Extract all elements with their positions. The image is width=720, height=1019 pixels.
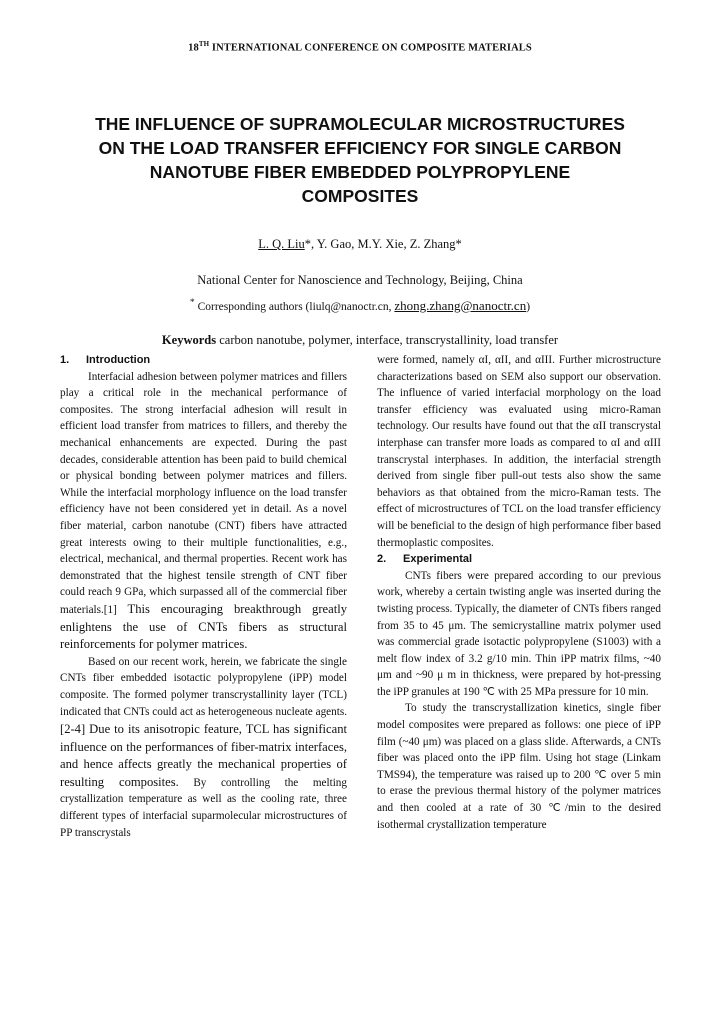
paragraph: To study the transcrystallization kinetics, single fiber model composites were prepared as follows: one piece of iPP film (~40 μm) was placed on a glass slide. Afterwards, a CNTs fiber was placed onto the iPP film. Using hot stage (Linkam TMS94), the temperature was raised up to 200 ℃ over 5 min to erase the previous thermal history of the polymer matrices and then cooled at a rate of 30 ℃/min to the desired isothermal crystallization temperature <box>377 702 661 831</box>
paragraph-text: [2-4] Due to its anisotropic feature, TCL has significant influence on the performances of fiber-matrix interfaces, and hence affects greatly the mechanical properties of resulting composites. <box>60 722 347 789</box>
asterisk-mark: * <box>189 297 195 308</box>
paragraph: CNTs fibers were prepared according to our previous work, whereby a certain twisting angle was inserted during the twisting process. Typically, the diameter of CNTs fibers ranged from 35 to 45 μm. The semicrystalline matrix polymer used was commercial grade isotactic polypropylene (S1003) with a melt flow index of 3.2 g/10 min. Thin iPP matrix films, ~40 μm and ~90 μ m in thickness, were prepared by hot-pressing the iPP granules at 190 ℃ with 25 MPa pressure for 10 min. <box>377 569 661 698</box>
other-authors: *, Y. Gao, M.Y. Xie, Z. Zhang* <box>304 237 462 251</box>
paragraph-text: By controlling the melting crystallization temperature as well as the cooling rate, three different types of interfacial suparmolecular microstructures of PP transcrystals <box>60 776 347 839</box>
first-author: L. Q. Liu <box>258 237 305 251</box>
email-link[interactable]: zhong.zhang@nanoctr.cn <box>394 297 527 313</box>
author-line <box>0 237 720 252</box>
section-heading-introduction <box>60 352 347 369</box>
paragraph: were formed, namely αI, αII, and αIII. Further microstructure characterizations based on SEM also support our observation. The influence of varied interfacial morphology on the load transfer efficiency was evaluated using micro-Raman technology. Our results have found out that the αII transcrystal interphase can transfer more loads as compared to αI and αIII transcrystal interphases. In addition, the interfacial strength derived from single fiber pull-out tests also show the same behaviors as that obtained from the micro-Raman tests. The effect of microstructures of TCL on the load transfer efficiency will be beneficial to the design of high performance fiber based thermoplastic composites. <box>377 354 661 549</box>
section-heading-experimental <box>377 551 661 568</box>
paragraph-text: Based on our recent work, herein, we fabricate the single CNTs fiber embedded isotactic polypropylene (iPP) model composite. The formed polymer transcrystallinity layer (TCL) indicated that CNTs could act as heterogeneous nucleate agents. <box>60 655 347 719</box>
section-number: 1. <box>60 354 70 366</box>
paragraph-text: This encouraging breakthrough greatly enlightens the use of CNTs fibers as structural reinforcements for polymer matrices. <box>60 601 347 652</box>
corresponding-text: Corresponding authors (liulq@nanoctr.cn, <box>194 300 395 313</box>
conference-header <box>0 40 720 54</box>
paragraph-text: Interfacial adhesion between polymer matrices and fillers play a critical role in the mechanical performance of composites. The strong interfacial adhesion will result in efficient load transfer from matrices to fillers, and thereby the mechanical enhancements are expected. During the past decades, considerable attention has been paid to build chemical or physical bonding between polymer matrices and fillers. While the interfacial morphology influence on the load transfer efficiency have not been considered yet in detail. As a novel fiber material, carbon nanotube (CNT) fibers have attracted great interests owing to their multiple functionalities, e.g., electrical, mechanical, and thermal properties. Recent work has demonstrated that the highest tensile strength of CNT fiber could reach 9 GPa, which surpassed all of the commercial fiber materials.[1] <box>60 370 347 616</box>
right-column <box>377 352 661 833</box>
section-title: Experimental <box>403 553 473 566</box>
header-superscript: TH <box>198 40 210 48</box>
keywords-label: Keywords <box>161 333 217 347</box>
paragraph <box>60 369 347 654</box>
paragraph <box>60 654 347 842</box>
affiliation: National Center for Nanoscience and Technology, Beijing, China <box>197 273 523 287</box>
corresponding-authors <box>0 297 720 314</box>
paper-title: THE INFLUENCE OF SUPRAMOLECULAR MICROSTRUCTURES ON THE LOAD TRANSFER EFFICIENCY FOR SINGLE CARBON NANOTUBE FIBER EMBEDDED POLYPROPYLENE COMPOSITES <box>95 114 625 206</box>
section-number: 2. <box>377 553 387 566</box>
corresponding-close: ) <box>526 300 531 313</box>
left-column <box>60 352 347 841</box>
keywords-line <box>0 333 720 348</box>
header-text: INTERNATIONAL CONFERENCE ON COMPOSITE MATERIALS <box>209 42 532 54</box>
section-title: Introduction <box>86 354 151 366</box>
keywords-text: carbon nanotube, polymer, interface, transcrystallinity, load transfer <box>216 333 559 347</box>
header-number: 18 <box>188 42 199 54</box>
